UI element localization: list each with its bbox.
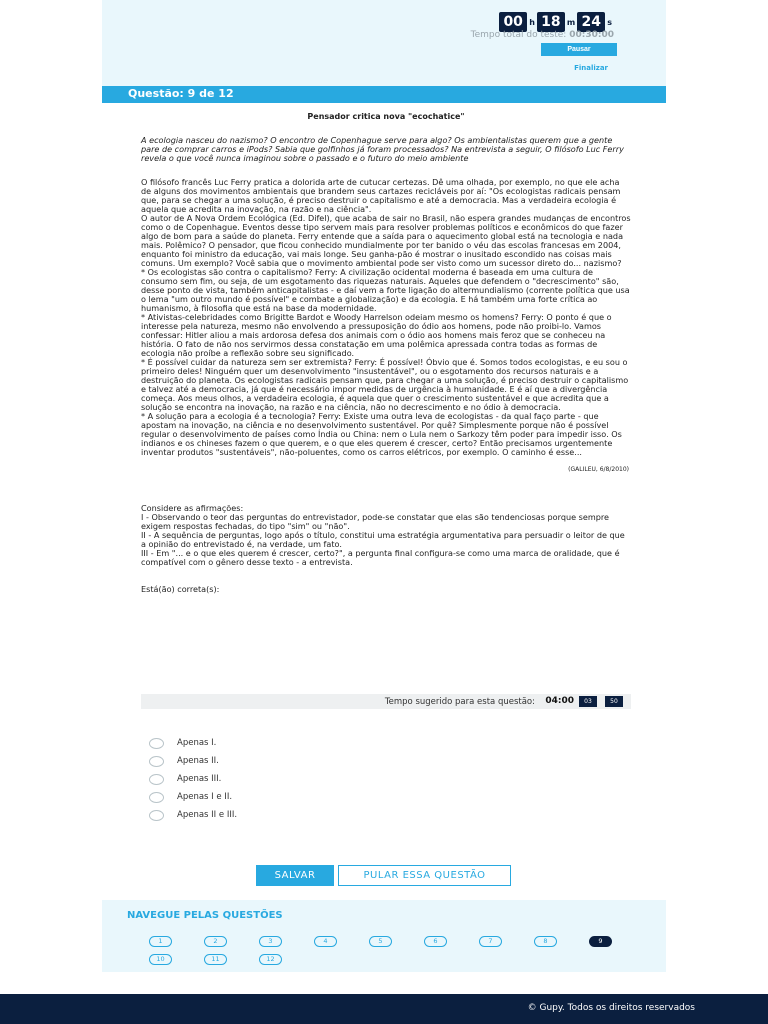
- question-navigation: [102, 900, 666, 972]
- total-test-time: [471, 30, 614, 40]
- article-lead: A ecologia nasceu do nazismo? O encontro de Copenhague serve para algo? Os ambientalistas querem que a gente pare de comprar carros e iPods? Sabia que golfinhos já foram processados? Na entrevista a seguir, O filósofo Luc Ferry revela o que você nunca imaginou sobre o passado e o futuro do meio ambiente: [141, 135, 624, 163]
- statements: [141, 504, 631, 567]
- answer-option-4[interactable]: [149, 788, 237, 806]
- article-body: [141, 178, 631, 457]
- article-paragraph: O autor de A Nova Ordem Ecológica (Ed. Difel), que acaba de sair no Brasil, não espera grandes mudanças de encontros como o de Copenhague. Eventos desse tipo servem mais para resolver problemas políticos e econômicos do que fazer algo de bom para a saúde do planeta. Ferry entende que a saída para o aquecimento global está na tecnologia e nada mais. Polêmico? O pensador, que ficou conhecido mundialmente por ter banido o véu das escolas francesas em 2004, enquanto foi ministro da educação, vai mais longe. Seu ganha-pão é mostrar o inusitado escondido nas coisas mais comuns. Um exemplo? Você sabia que o movimento ambiental pode ser visto como um sucessor direto do... nazismo?: [141, 213, 631, 268]
- question-timer-seconds: 50: [605, 696, 623, 707]
- option-label: Apenas II.: [177, 756, 219, 766]
- navigation-title: NAVEGUE PELAS QUESTÕES: [127, 910, 283, 921]
- statement-item: III - Em "... e o que eles querem é crescer, certo?", a pergunta final configura-se como uma marca de oralidade, que é compatível com o gênero desse texto - a entrevista.: [141, 548, 620, 567]
- suggested-time-bar: [141, 694, 631, 709]
- radio-button[interactable]: [149, 810, 164, 821]
- answer-option-3[interactable]: [149, 770, 237, 788]
- option-label: Apenas I.: [177, 738, 217, 748]
- timer-minutes: 18: [537, 12, 565, 32]
- nav-question-5[interactable]: 5: [369, 936, 392, 947]
- radio-button[interactable]: [149, 792, 164, 803]
- question-header-bar: [102, 86, 666, 103]
- footer: [0, 994, 768, 1024]
- suggested-time-value: 04:00: [545, 696, 574, 706]
- nav-question-9-active[interactable]: 9: [589, 936, 612, 947]
- nav-question-6[interactable]: 6: [424, 936, 447, 947]
- question-timer-minutes: 03: [579, 696, 597, 707]
- nav-question-2[interactable]: 2: [204, 936, 227, 947]
- article-paragraph: * A solução para a ecologia é a tecnologia? Ferry: Existe uma outra leva de ecologistas - da qual faço parte - que apostam na inovação, na ciência e no desenvolvimento sustentável. Por quê? Simplesmente porque não é possível regular o desenvolvimento de países como Índia ou China: nem o Lula nem o Sarkozy têm poder para impedir isso. Os indianos e os chineses fazem o que querem, e o que eles querem é crescer, certo? Então precisamos urgentemente inventar produtos "sustentáveis", não-poluentes, como os carros elétricos, por exemplo. O caminho é esse...: [141, 411, 622, 457]
- timer-minutes-unit: m: [566, 17, 576, 27]
- radio-button[interactable]: [149, 738, 164, 749]
- article-title: Pensador critica nova "ecochatice": [307, 112, 465, 121]
- nav-question-1[interactable]: 1: [149, 936, 172, 947]
- option-label: Apenas I e II.: [177, 792, 233, 802]
- statements-intro: Considere as afirmações:: [141, 503, 244, 513]
- article-source: (GALILEU, 6/8/2010): [568, 466, 629, 473]
- question-content: [141, 112, 631, 594]
- total-time-label: Tempo total do teste:: [470, 30, 567, 40]
- nav-question-8[interactable]: 8: [534, 936, 557, 947]
- total-time-value: 00:30:00: [569, 30, 614, 40]
- radio-button[interactable]: [149, 756, 164, 767]
- question-counter: Questão: 9 de 12: [128, 87, 234, 100]
- nav-question-12[interactable]: 12: [259, 954, 282, 965]
- nav-question-4[interactable]: 4: [314, 936, 337, 947]
- skip-question-button[interactable]: PULAR ESSA QUESTÃO: [338, 865, 511, 886]
- finish-link[interactable]: Finalizar: [574, 64, 608, 72]
- countdown-timer: [499, 12, 614, 32]
- answer-option-1[interactable]: [149, 734, 237, 752]
- article-paragraph: * Os ecologistas são contra o capitalismo? Ferry: A civilização ocidental moderna é baseada em uma cultura de consumo sem fim, ou seja, de um esgotamento das riquezas naturais. Aqueles que defendem o "decrescimento" são, desse ponto de vista, também anticapitalistas - e daí vem a forte ligação do altermundialismo (corrente política que usa o lema "um outro mundo é possível" e combate a globalização) e da ecologia. E há também uma forte crítica ao humanismo, à filosofia que está na base da modernidade.: [141, 267, 630, 313]
- radio-button[interactable]: [149, 774, 164, 785]
- nav-question-3[interactable]: 3: [259, 936, 282, 947]
- answer-option-2[interactable]: [149, 752, 237, 770]
- timer-seconds: 24: [577, 12, 605, 32]
- option-label: Apenas II e III.: [177, 810, 238, 820]
- correct-prompt: Está(ão) correta(s):: [141, 584, 220, 594]
- test-header: [102, 0, 666, 86]
- article-paragraph: O filósofo francês Luc Ferry pratica a dolorida arte de cutucar certezas. Dê uma olhada, por exemplo, no que ele acha de alguns dos movimentos ambientais que brandem seus cartazes recicláveis por aí: "Os ecologistas radicais pensam que, para se chegar a uma solução, é preciso destruir o capitalismo e até a democracia. Mas a verdadeira ecologia é aquela que acredita na inovação, na razão e na ciência".: [141, 177, 621, 214]
- pause-button[interactable]: Pausar: [541, 43, 617, 56]
- statement-item: II - A sequência de perguntas, logo após o título, constitui uma estratégia argumentativa para persuadir o leitor de que a opinião do entrevistado é, na verdade, um fato.: [141, 530, 625, 549]
- article-paragraph: * É possível cuidar da natureza sem ser extremista? Ferry: É possível! Óbvio que é. Somos todos ecologistas, e eu sou o primeiro deles! Ninguém quer um desenvolvimento "insustentável", ou o esgotamento dos recursos naturais e a destruição do planeta. Os ecologistas radicais pensam que, para chegar a uma solução, é preciso destruir o capitalismo e talvez até a democracia, já que é necessário impor medidas de urgência à humanidade. E é aí que a divergência começa. Aos meus olhos, a verdadeira ecologia, é aquela que quer o crescimento sustentável e que acredita que a solução se encontra na inovação, na razão e na ciência, não no decrescimento e no ódio à democracia.: [141, 357, 629, 412]
- timer-hours-unit: h: [529, 17, 535, 27]
- article-paragraph: * Ativistas-celebridades como Brigitte Bardot e Woody Harrelson odeiam mesmo os homens? Ferry: O ponto é que o interesse pela natureza, mesmo não envolvendo a pressuposição do ódio aos homens, pode não proibi-lo. Vamos confessar: Hitler aliou a mais ardorosa defesa dos animais com o ódio aos homens mais feroz que se conheceu na história. O fato de não nos servirmos dessa constatação em uma polêmica apressada contra todas as formas de ecologia não proíbe a reflexão sobre seu significado.: [141, 312, 612, 358]
- timer-hours: 00: [499, 12, 527, 32]
- answer-option-5[interactable]: [149, 806, 237, 824]
- nav-question-10[interactable]: 10: [149, 954, 172, 965]
- save-button[interactable]: SALVAR: [256, 865, 334, 886]
- timer-seconds-unit: s: [607, 17, 612, 27]
- nav-question-11[interactable]: 11: [204, 954, 227, 965]
- nav-question-7[interactable]: 7: [479, 936, 502, 947]
- suggested-time-label: Tempo sugerido para esta questão:: [384, 697, 535, 707]
- option-label: Apenas III.: [177, 774, 222, 784]
- copyright-text: © Gupy. Todos os direitos reservados: [527, 1003, 695, 1013]
- statement-item: I - Observando o teor das perguntas do entrevistador, pode-se constatar que elas são tendenciosas porque sempre exigem respostas fechadas, do tipo "sim" ou "não".: [141, 512, 609, 531]
- answer-options: [149, 734, 237, 824]
